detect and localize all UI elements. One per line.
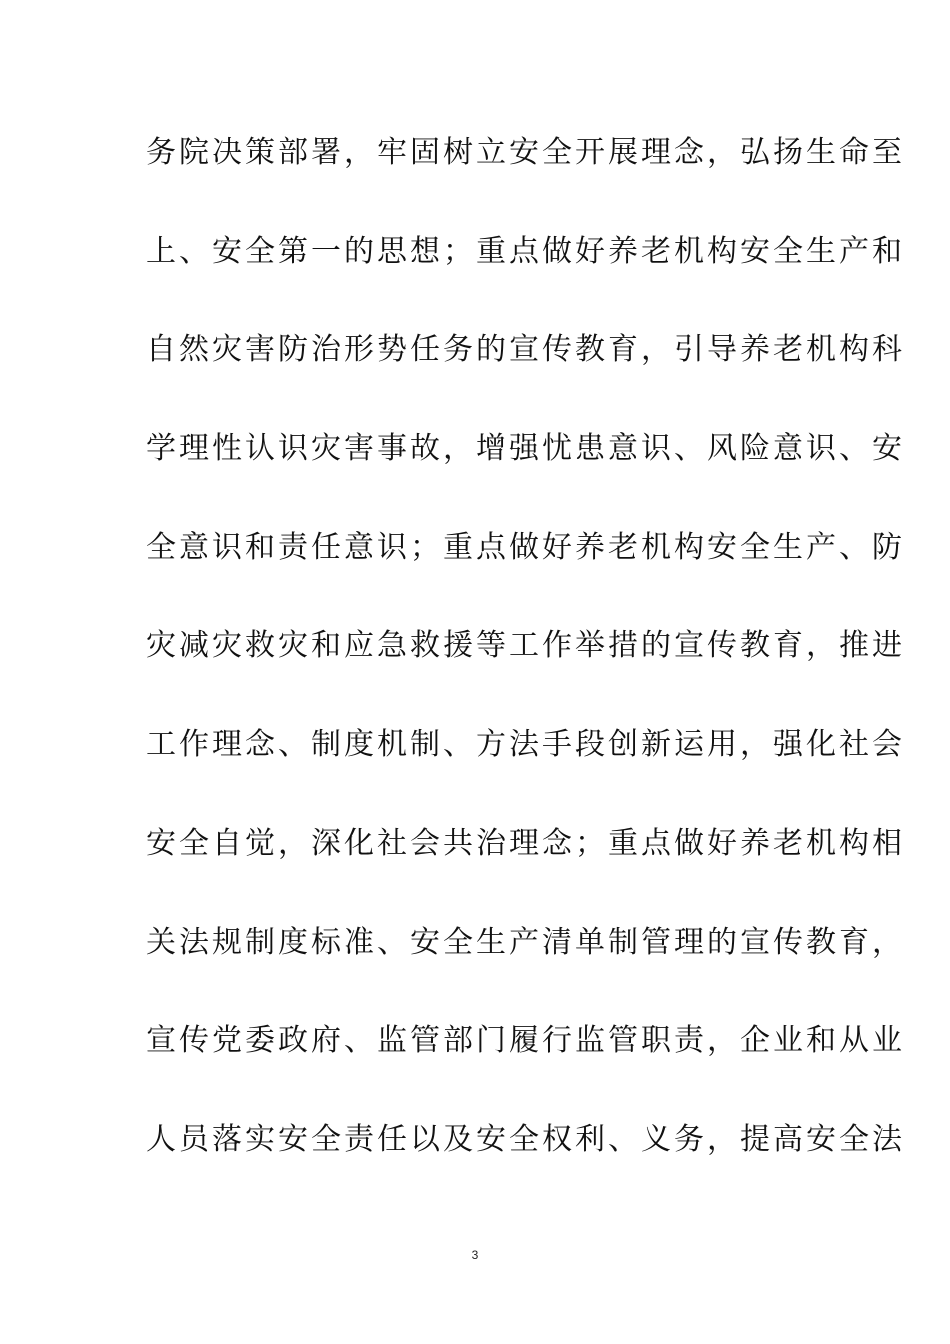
body-text [146, 125, 905, 1211]
text-line-5: 全意识和责任意识；重点做好养老机构安全生产、防 [146, 529, 905, 565]
text-line-9: 关法规制度标准、安全生产清单制管理的宣传教育， [146, 924, 905, 960]
text-line-8: 安全自觉，深化社会共治理念；重点做好养老机构相 [146, 825, 905, 861]
text-line-10: 宣传党委政府、监管部门履行监管职责，企业和从业 [146, 1023, 905, 1059]
text-line-7: 工作理念、制度机制、方法手段创新运用，强化社会 [146, 727, 905, 763]
text-line-3: 自然灾害防治形势任务的宣传教育，引导养老机构科 [146, 332, 905, 368]
text-line-4: 学理性认识灾害事故，增强忧患意识、风险意识、安 [146, 431, 905, 467]
text-line-11: 人员落实安全责任以及安全权利、义务，提高安全法 [146, 1121, 905, 1157]
text-line-1: 务院决策部署，牢固树立安全开展理念，弘扬生命至 [146, 135, 905, 170]
text-line-6: 灾减灾救灾和应急救援等工作举措的宣传教育，推进 [146, 628, 905, 664]
page-number: 3 [471, 1248, 479, 1262]
text-line-2: 上、安全第一的思想；重点做好养老机构安全生产和 [146, 233, 905, 269]
